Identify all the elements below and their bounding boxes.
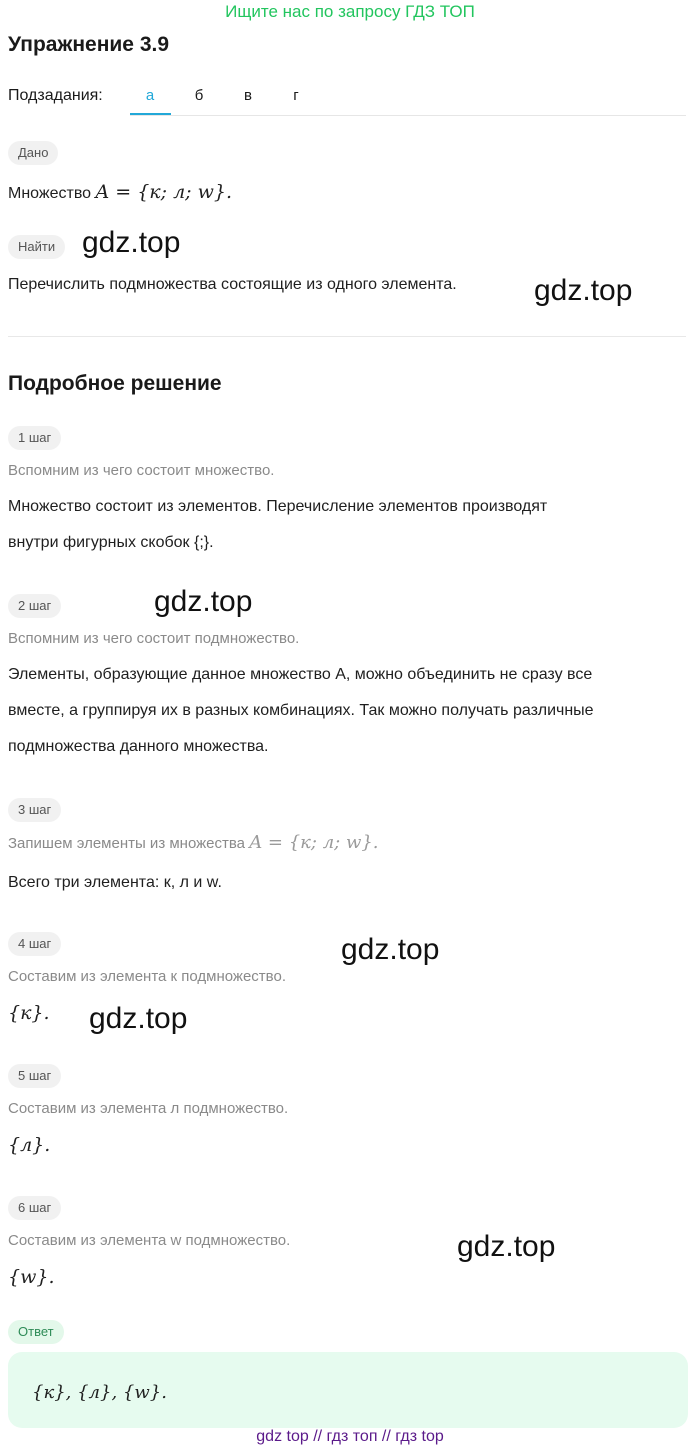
step-line: вместе, а группируя их в разных комбинациях. Так можно получать различные xyxy=(8,702,594,719)
answer-math: {к}, {л}, {w}. xyxy=(32,1382,167,1403)
step-hint: Вспомним из чего состоит множество. xyxy=(8,462,275,479)
tab-g[interactable]: г xyxy=(293,87,299,104)
step-line: внутри фигурных скобок {;}. xyxy=(8,534,214,551)
tab-v[interactable]: в xyxy=(244,87,252,104)
step-line: Множество состоит из элементов. Перечисление элементов производят xyxy=(8,498,548,515)
watermark: gdz.top xyxy=(457,1230,556,1263)
watermark: gdz.top xyxy=(89,1002,188,1035)
step-badge: 2 шаг xyxy=(8,594,61,618)
step-badge: 1 шаг xyxy=(8,426,61,450)
step-math: {к}. xyxy=(8,1002,50,1024)
find-badge: Найти xyxy=(8,235,65,259)
given-math-set: A = {к; л; w}. xyxy=(95,181,233,203)
exercise-title: Упражнение 3.9 xyxy=(8,33,170,56)
top-banner: Ищите нас по запросу ГДЗ ТОП xyxy=(225,2,475,21)
step-hint-prefix: Запишем элементы из множества xyxy=(8,835,250,852)
footer-links[interactable]: gdz top // гдз топ // гдз top xyxy=(256,1428,444,1445)
step-badge: 4 шаг xyxy=(8,932,61,956)
step-line: подмножества данного множества. xyxy=(8,738,269,755)
active-tab-indicator xyxy=(130,113,171,115)
tab-a[interactable]: а xyxy=(145,87,155,104)
tabs-divider xyxy=(130,115,686,116)
step-hint: Составим из элемента w подмножество. xyxy=(8,1232,291,1249)
step-text xyxy=(8,489,688,561)
step-badge: 5 шаг xyxy=(8,1064,61,1088)
step-badge: 6 шаг xyxy=(8,1196,61,1220)
given-text-prefix: Множество xyxy=(8,185,96,202)
step-hint: Составим из элемента л подмножество. xyxy=(8,1100,289,1117)
step-math: {л}. xyxy=(8,1134,51,1156)
step-badge: 3 шаг xyxy=(8,798,61,822)
solution-title: Подробное решение xyxy=(8,372,222,395)
watermark: gdz.top xyxy=(82,226,181,259)
step-line: Элементы, образующие данное множество А, можно объединить не сразу все xyxy=(8,666,593,683)
step-text xyxy=(8,657,688,765)
answer-badge: Ответ xyxy=(8,1320,64,1344)
watermark: gdz.top xyxy=(154,585,253,618)
step-text: Всего три элемента: к, л и w. xyxy=(8,874,222,891)
step-hint-math: A = {к; л; w}. xyxy=(249,832,379,853)
watermark: gdz.top xyxy=(341,933,440,966)
step-hint xyxy=(8,832,379,853)
subtasks-label: Подзадания: xyxy=(8,87,103,104)
step-math: {w}. xyxy=(8,1266,55,1288)
given-text xyxy=(8,181,232,203)
step-hint: Вспомним из чего состоит подмножество. xyxy=(8,630,300,647)
find-text: Перечислить подмножества состоящие из одного элемента. xyxy=(8,276,457,293)
section-divider xyxy=(8,336,686,337)
watermark: gdz.top xyxy=(534,274,633,307)
tab-b[interactable]: б xyxy=(194,87,204,104)
step-hint: Составим из элемента к подмножество. xyxy=(8,968,286,985)
given-badge: Дано xyxy=(8,141,58,165)
